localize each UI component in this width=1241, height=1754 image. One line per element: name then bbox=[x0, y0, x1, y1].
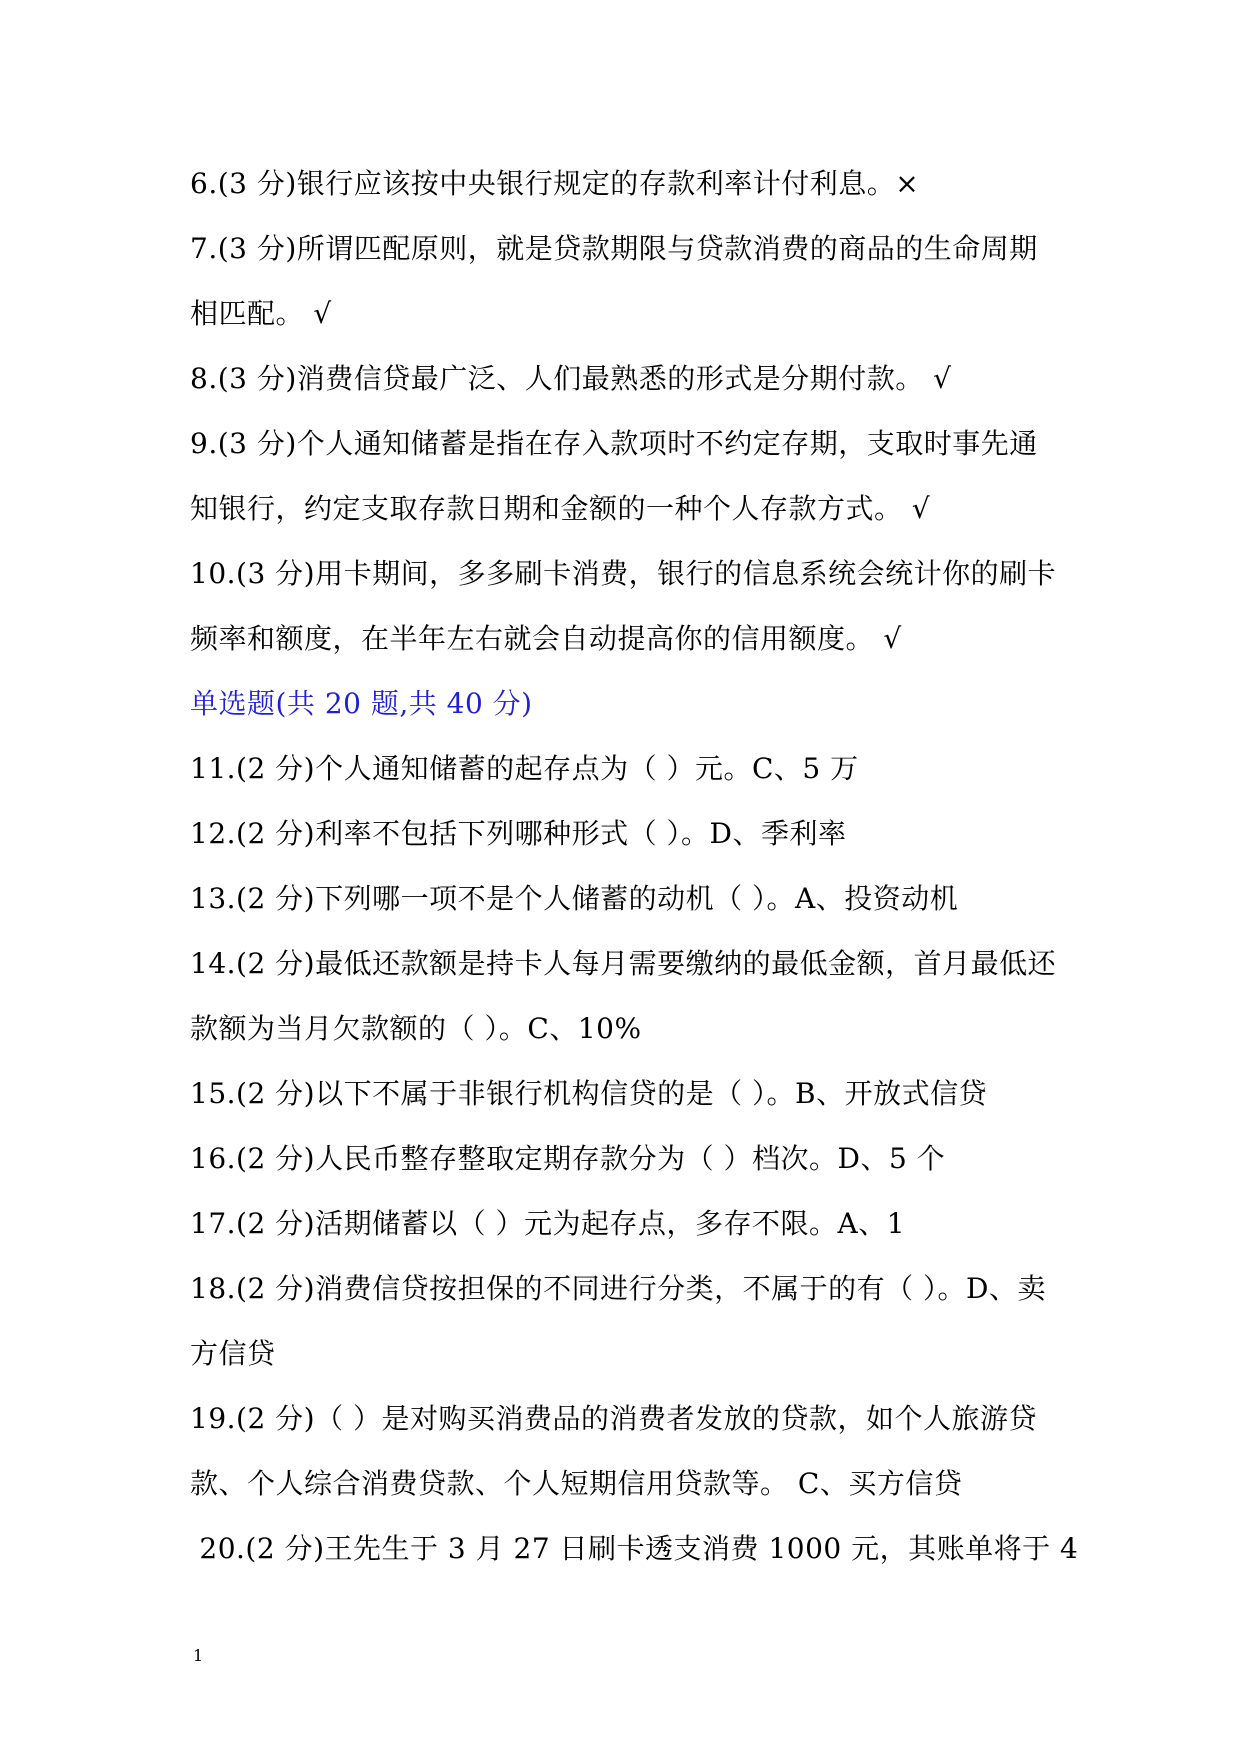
question-15: 15.(2 分)以下不属于非银行机构信贷的是（ ）。B、开放式信贷 bbox=[190, 1077, 988, 1110]
question-20-line-1: 20.(2 分)王先生于 3 月 27 日刷卡透支消费 1000 元，其账单将于 4 bbox=[190, 1532, 1079, 1565]
question-18-line-2: 方信贷 bbox=[190, 1337, 276, 1370]
question-11: 11.(2 分)个人通知储蓄的起存点为（ ）元。C、5 万 bbox=[190, 752, 859, 785]
question-14-line-2: 款额为当月欠款额的（ ）。C、10% bbox=[190, 1012, 642, 1045]
question-18-line-1: 18.(2 分)消费信贷按担保的不同进行分类，不属于的有（ ）。D、卖 bbox=[190, 1272, 1046, 1305]
question-9-line-1: 9.(3 分)个人通知储蓄是指在存入款项时不约定存期，支取时事先通 bbox=[190, 427, 1038, 460]
question-17: 17.(2 分)活期储蓄以（ ）元为起存点，多存不限。A、1 bbox=[190, 1207, 906, 1240]
page-number: 1 bbox=[193, 1646, 204, 1665]
question-6: 6.(3 分)银行应该按中央银行规定的存款利率计付利息。× bbox=[190, 167, 920, 200]
question-19-line-2: 款、个人综合消费贷款、个人短期信用贷款等。 C、买方信贷 bbox=[190, 1467, 963, 1500]
question-10-line-1: 10.(3 分)用卡期间，多多刷卡消费，银行的信息系统会统计你的刷卡 bbox=[190, 557, 1057, 590]
question-16: 16.(2 分)人民币整存整取定期存款分为（ ）档次。D、5 个 bbox=[190, 1142, 946, 1175]
question-19-line-1: 19.(2 分)（ ）是对购买消费品的消费者发放的贷款，如个人旅游贷 bbox=[190, 1402, 1037, 1435]
question-13: 13.(2 分)下列哪一项不是个人储蓄的动机（ ）。A、投资动机 bbox=[190, 882, 959, 915]
question-8: 8.(3 分)消费信贷最广泛、人们最熟悉的形式是分期付款。 √ bbox=[190, 362, 952, 395]
question-12: 12.(2 分)利率不包括下列哪种形式（ ）。D、季利率 bbox=[190, 817, 847, 850]
question-7-line-1: 7.(3 分)所谓匹配原则，就是贷款期限与贷款消费的商品的生命周期 bbox=[190, 232, 1038, 265]
question-9-line-2: 知银行，约定支取存款日期和金额的一种个人存款方式。 √ bbox=[190, 492, 931, 525]
question-7-line-2: 相匹配。 √ bbox=[190, 297, 332, 330]
section-heading-single-choice: 单选题(共 20 题,共 40 分) bbox=[190, 687, 533, 720]
question-10-line-2: 频率和额度，在半年左右就会自动提高你的信用额度。 √ bbox=[190, 622, 902, 655]
question-14-line-1: 14.(2 分)最低还款额是持卡人每月需要缴纳的最低金额，首月最低还 bbox=[190, 947, 1057, 980]
